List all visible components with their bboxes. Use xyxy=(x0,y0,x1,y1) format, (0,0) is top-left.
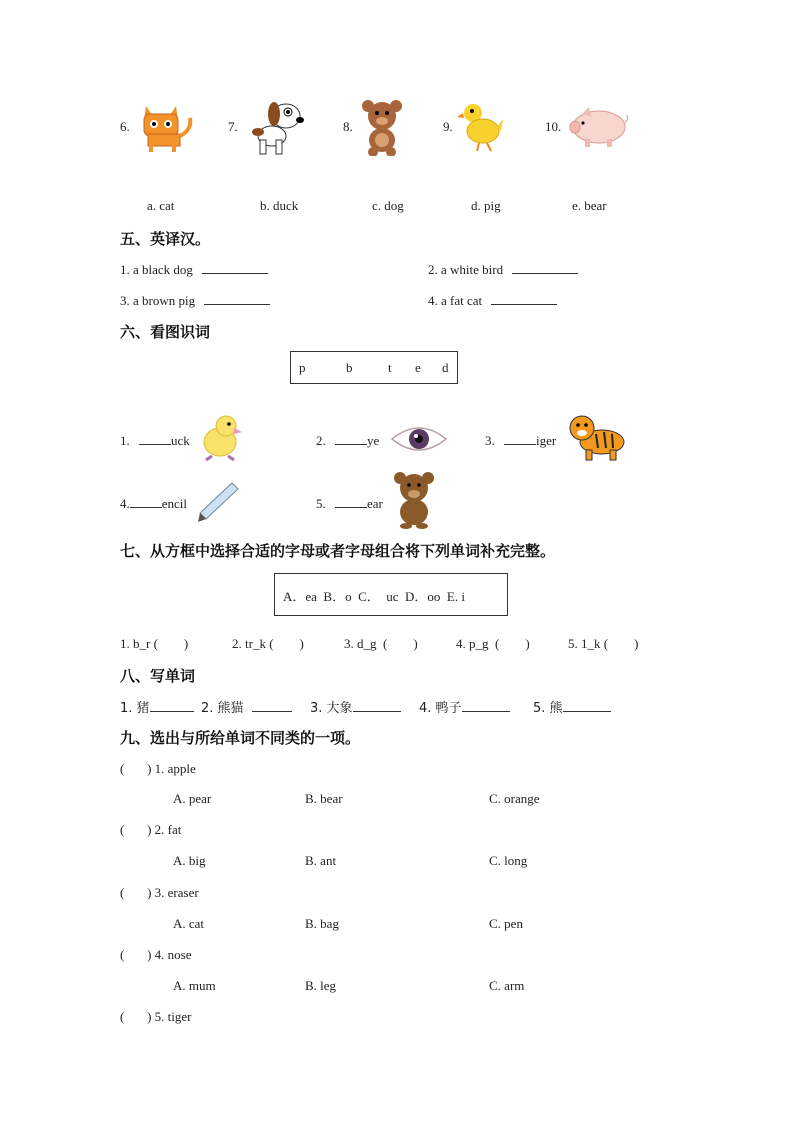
dog-icon xyxy=(246,96,304,156)
answer-blank[interactable] xyxy=(504,432,536,445)
section-7-title: 七、从方框中选择合适的字母或者字母组合将下列单词补充完整。 xyxy=(120,542,556,560)
picture-word-2: 2. ye xyxy=(316,433,380,448)
section-9-title: 九、选出与所给单词不同类的一项。 xyxy=(120,729,361,747)
picture-word-5: 5. ear xyxy=(316,496,383,511)
translate-item-3: 3. a brown pig xyxy=(120,292,270,309)
letter-b: b xyxy=(346,360,353,375)
teddy-bear-icon xyxy=(359,98,405,156)
question-1-option-a[interactable]: A. pear xyxy=(173,791,212,806)
option-c: c. dog xyxy=(372,198,404,213)
question-4-option-c[interactable]: C. arm xyxy=(489,978,525,993)
question-4-option-b[interactable]: B. leg xyxy=(305,978,337,993)
question-3-option-b[interactable]: B. bag xyxy=(305,916,339,931)
option-e: e. bear xyxy=(572,198,607,213)
choice-box xyxy=(274,573,508,616)
answer-blank[interactable] xyxy=(462,699,510,712)
section-5-title: 五、英译汉。 xyxy=(120,230,211,248)
question-3-stem: ( ) 3. eraser xyxy=(120,885,199,900)
answer-blank[interactable] xyxy=(252,699,292,712)
letter-t: t xyxy=(388,360,392,375)
question-2-stem: ( ) 2. fat xyxy=(120,822,182,837)
match-number-10: 10. xyxy=(545,119,562,134)
letter-d: d xyxy=(442,360,449,375)
answer-blank[interactable] xyxy=(204,292,270,305)
question-2-option-b[interactable]: B. ant xyxy=(305,853,337,868)
option-a: a. cat xyxy=(147,198,175,213)
translate-item-1: 1. a black dog xyxy=(120,261,268,278)
letter-p: p xyxy=(299,360,306,375)
translate-item-4: 4. a fat cat xyxy=(428,292,557,309)
question-2-option-c[interactable]: C. long xyxy=(489,853,528,868)
duck-chick-icon xyxy=(198,412,244,462)
fill-item-3: 3. d_g ( ) xyxy=(344,636,418,651)
write-item-4: 4. 鸭子 xyxy=(419,697,510,716)
answer-blank[interactable] xyxy=(150,699,194,712)
answer-blank[interactable] xyxy=(353,699,401,712)
choice-box-text: A．ea B．o C． uc D．oo E. i xyxy=(283,589,465,604)
pencil-icon xyxy=(196,481,240,523)
answer-blank[interactable] xyxy=(491,292,557,305)
section-6-title: 六、看图识词 xyxy=(120,323,211,341)
cat-icon xyxy=(140,100,196,152)
match-number-9: 9. xyxy=(443,119,453,134)
picture-word-1: 1. uck xyxy=(120,433,190,448)
option-b: b. duck xyxy=(260,198,299,213)
write-item-3: 3. 大象 xyxy=(310,697,401,716)
eye-icon xyxy=(390,423,448,455)
match-number-7: 7. xyxy=(228,119,238,134)
pig-icon xyxy=(569,105,629,149)
answer-blank[interactable] xyxy=(202,261,268,274)
answer-blank[interactable] xyxy=(335,432,367,445)
question-4-stem: ( ) 4. nose xyxy=(120,947,192,962)
letter-e: e xyxy=(415,360,421,375)
question-5-stem: ( ) 5. tiger xyxy=(120,1009,192,1024)
fill-item-2: 2. tr_k ( ) xyxy=(232,636,304,651)
write-item-5: 5. 熊 xyxy=(533,697,611,716)
answer-blank[interactable] xyxy=(139,432,171,445)
letter-box xyxy=(290,351,458,384)
answer-blank[interactable] xyxy=(335,495,367,508)
picture-word-4: 4. encil xyxy=(120,496,188,511)
section-8-title: 八、写单词 xyxy=(120,667,196,685)
fill-item-5: 5. 1_k ( ) xyxy=(568,636,639,651)
write-item-1: 1. 猪 xyxy=(120,697,194,716)
option-d: d. pig xyxy=(471,198,501,213)
question-1-stem: ( ) 1. apple xyxy=(120,761,196,776)
picture-word-3: 3. iger xyxy=(485,433,557,448)
translate-item-2: 2. a white bird xyxy=(428,261,578,278)
question-1-option-b[interactable]: B. bear xyxy=(305,791,343,806)
answer-blank[interactable] xyxy=(563,699,611,712)
question-3-option-a[interactable]: A. cat xyxy=(173,916,205,931)
match-number-6: 6. xyxy=(120,119,130,134)
question-3-option-c[interactable]: C. pen xyxy=(489,916,523,931)
question-2-option-a[interactable]: A. big xyxy=(173,853,206,868)
question-1-option-c[interactable]: C. orange xyxy=(489,791,540,806)
fill-item-4: 4. p_g ( ) xyxy=(456,636,530,651)
match-number-8: 8. xyxy=(343,119,353,134)
fill-item-1: 1. b_r ( ) xyxy=(120,636,189,651)
write-item-2: 2. 熊猫 xyxy=(201,697,292,716)
tiger-icon xyxy=(566,410,628,462)
answer-blank[interactable] xyxy=(130,495,162,508)
question-4-option-a[interactable]: A. mum xyxy=(173,978,216,993)
duck-icon xyxy=(457,101,505,153)
bear-icon xyxy=(390,470,438,530)
answer-blank[interactable] xyxy=(512,261,578,274)
